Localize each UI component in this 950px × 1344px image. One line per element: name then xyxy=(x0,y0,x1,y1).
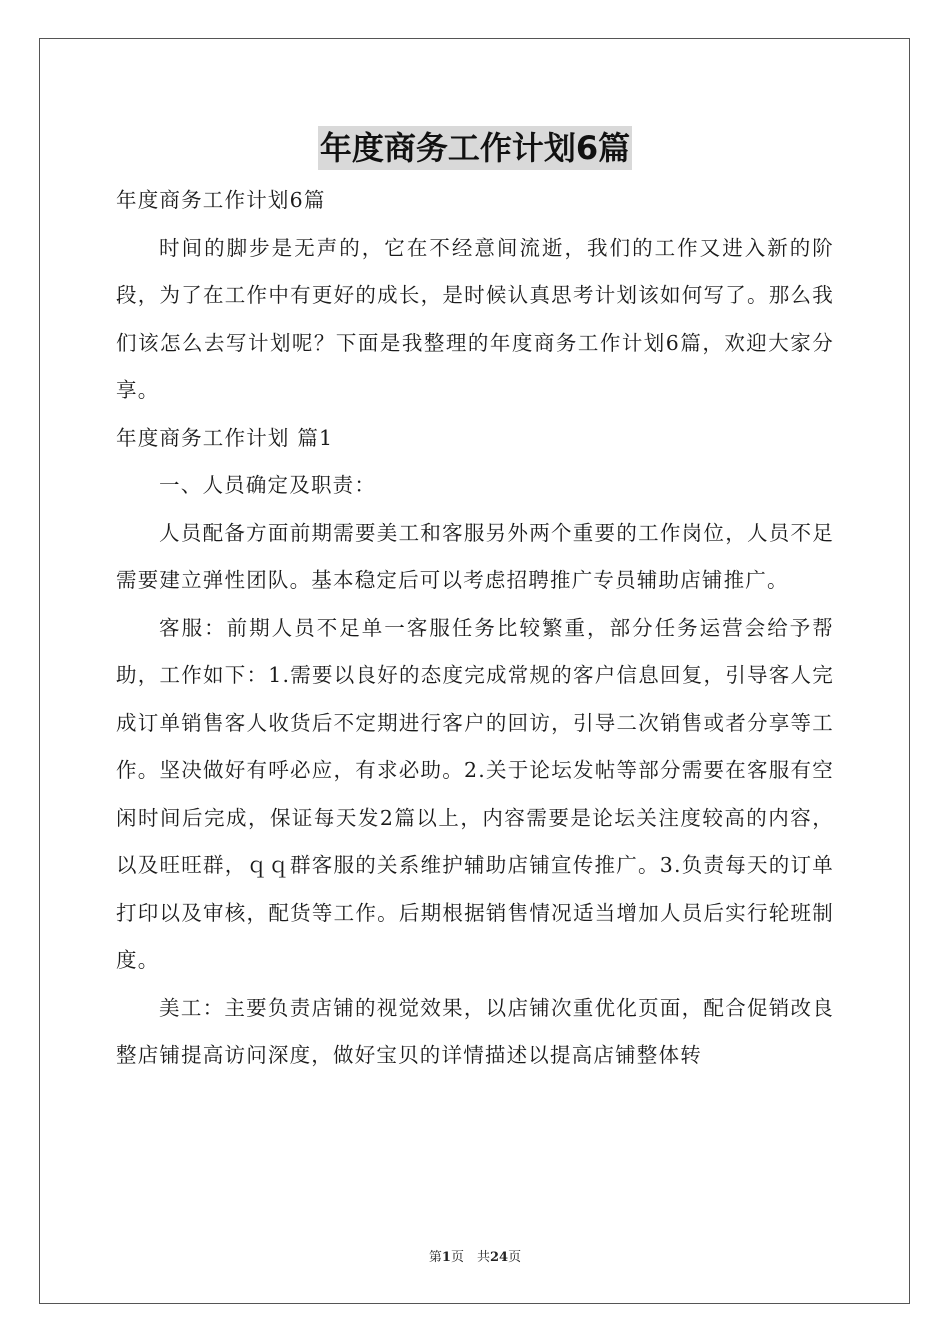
footer-mid: 页 共 xyxy=(450,1250,490,1265)
body-paragraph: 人员配备方面前期需要美工和客服另外两个重要的工作岗位，人员不足需要建立弹性团队。基本稳定后可以考虑招聘推广专员辅助店铺推广。 xyxy=(116,520,834,592)
title-container xyxy=(0,126,950,170)
body-paragraph: 客服：前期人员不足单一客服任务比较繁重，部分任务运营会给予帮助，工作如下：1.需要以良好的态度完成常规的客户信息回复，引导客人完成订单销售客人收货后不定期进行客户的回访，引导二次销售或者分享等工作。坚决做好有呼必应，有求必助。2.关于论坛发帖等部分需要在客服有空闲时间后完成，保证每天发2篇以上，内容需要是论坛关注度较高的内容，以及旺旺群，ｑｑ群客服的关系维护辅助店铺宣传推广。3.负责每天的订单打印以及审核，配货等工作。后期根据销售情况适当增加人员后实行轮班制度。 xyxy=(116,615,834,972)
document-body xyxy=(116,177,834,1080)
section-heading: 年度商务工作计划 篇1 xyxy=(116,425,334,450)
subtitle-paragraph: 年度商务工作计划6篇 xyxy=(116,188,326,212)
intro-paragraph: 时间的脚步是无声的，它在不经意间流逝，我们的工作又进入新的阶段，为了在工作中有更好的成长，是时候认真思考计划该如何写了。那么我们该怎么去写计划呢？下面是我整理的年度商务工作计划6篇，欢迎大家分享。 xyxy=(116,235,834,402)
total-pages-number: 24 xyxy=(489,1250,509,1265)
footer-suffix: 页 xyxy=(508,1250,522,1265)
body-paragraph: 美工：主要负责店铺的视觉效果，以店铺次重优化页面，配合促销改良整店铺提高访问深度，做好宝贝的详情描述以提高店铺整体转 xyxy=(116,995,834,1067)
subsection-heading: 一、人员确定及职责： xyxy=(159,473,377,497)
document-title: 年度商务工作计划6篇 xyxy=(318,126,632,170)
page-footer xyxy=(0,1246,950,1265)
footer-prefix: 第 xyxy=(428,1250,442,1265)
current-page-number: 1 xyxy=(441,1250,451,1265)
